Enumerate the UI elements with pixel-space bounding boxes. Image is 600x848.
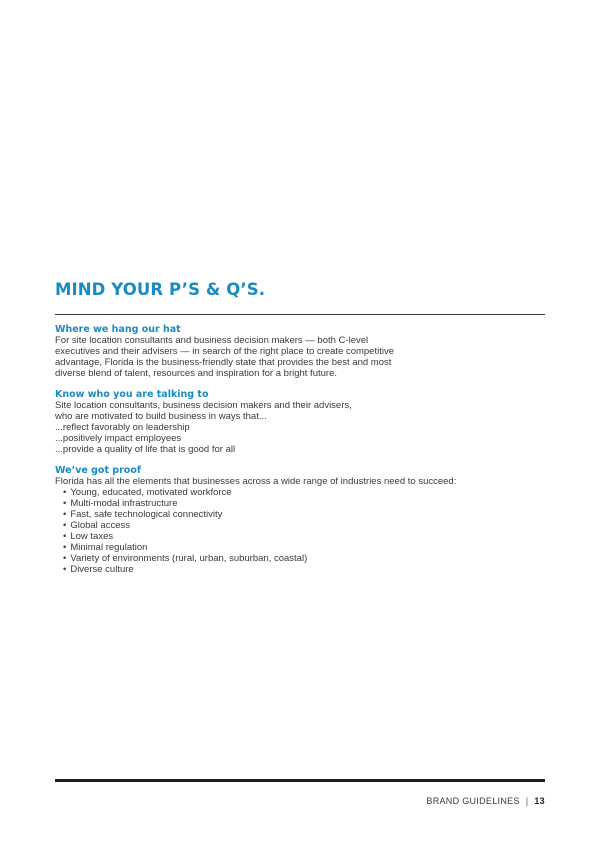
proof-bullet-list bbox=[55, 487, 545, 575]
list-item: • Fast, safe technological connectivity bbox=[63, 509, 545, 520]
content-body bbox=[55, 324, 545, 585]
list-item: • Young, educated, motivated workforce bbox=[63, 487, 545, 498]
section-heading: Where we hang our hat bbox=[55, 324, 181, 335]
list-item: • Variety of environments (rural, urban, suburban, coastal) bbox=[63, 553, 545, 564]
title-divider bbox=[55, 314, 545, 315]
footer-label: BRAND GUIDELINES bbox=[426, 796, 520, 806]
section-know-who-you-are-talking-to bbox=[55, 389, 545, 455]
section-heading: We’ve got proof bbox=[55, 465, 141, 476]
page-number: 13 bbox=[534, 796, 545, 806]
body-text: advantage, Florida is the business-friendly state that provides the best and most bbox=[55, 357, 392, 368]
body-text: Site location consultants, business decision makers and their advisers, bbox=[55, 400, 352, 411]
footer-separator: | bbox=[525, 796, 529, 806]
body-text: For site location consultants and business decision makers — both C-level bbox=[55, 335, 369, 346]
body-text: who are motivated to build business in ways that... bbox=[55, 411, 267, 422]
body-text: ...positively impact employees bbox=[55, 433, 182, 444]
body-text: Florida has all the elements that businesses across a wide range of industries need to succeed: bbox=[55, 476, 457, 487]
section-heading: Know who you are talking to bbox=[55, 389, 209, 400]
section-where-we-hang-our-hat bbox=[55, 324, 545, 379]
body-text: ...provide a quality of life that is good for all bbox=[55, 444, 236, 455]
body-text: ...reflect favorably on leadership bbox=[55, 422, 190, 433]
list-item: • Low taxes bbox=[63, 531, 545, 542]
list-item: • Global access bbox=[63, 520, 545, 531]
list-item: • Minimal regulation bbox=[63, 542, 545, 553]
list-item: • Diverse culture bbox=[63, 564, 545, 575]
body-text: diverse blend of talent, resources and inspiration for a bright future. bbox=[55, 368, 337, 379]
page-title: MIND YOUR P’S & Q’S. bbox=[55, 280, 266, 299]
footer-divider bbox=[55, 779, 545, 782]
section-weve-got-proof bbox=[55, 465, 545, 575]
body-text: executives and their advisers — in search of the right place to create competitive bbox=[55, 346, 395, 357]
page-footer bbox=[426, 796, 545, 806]
list-item: • Multi-modal infrastructure bbox=[63, 498, 545, 509]
